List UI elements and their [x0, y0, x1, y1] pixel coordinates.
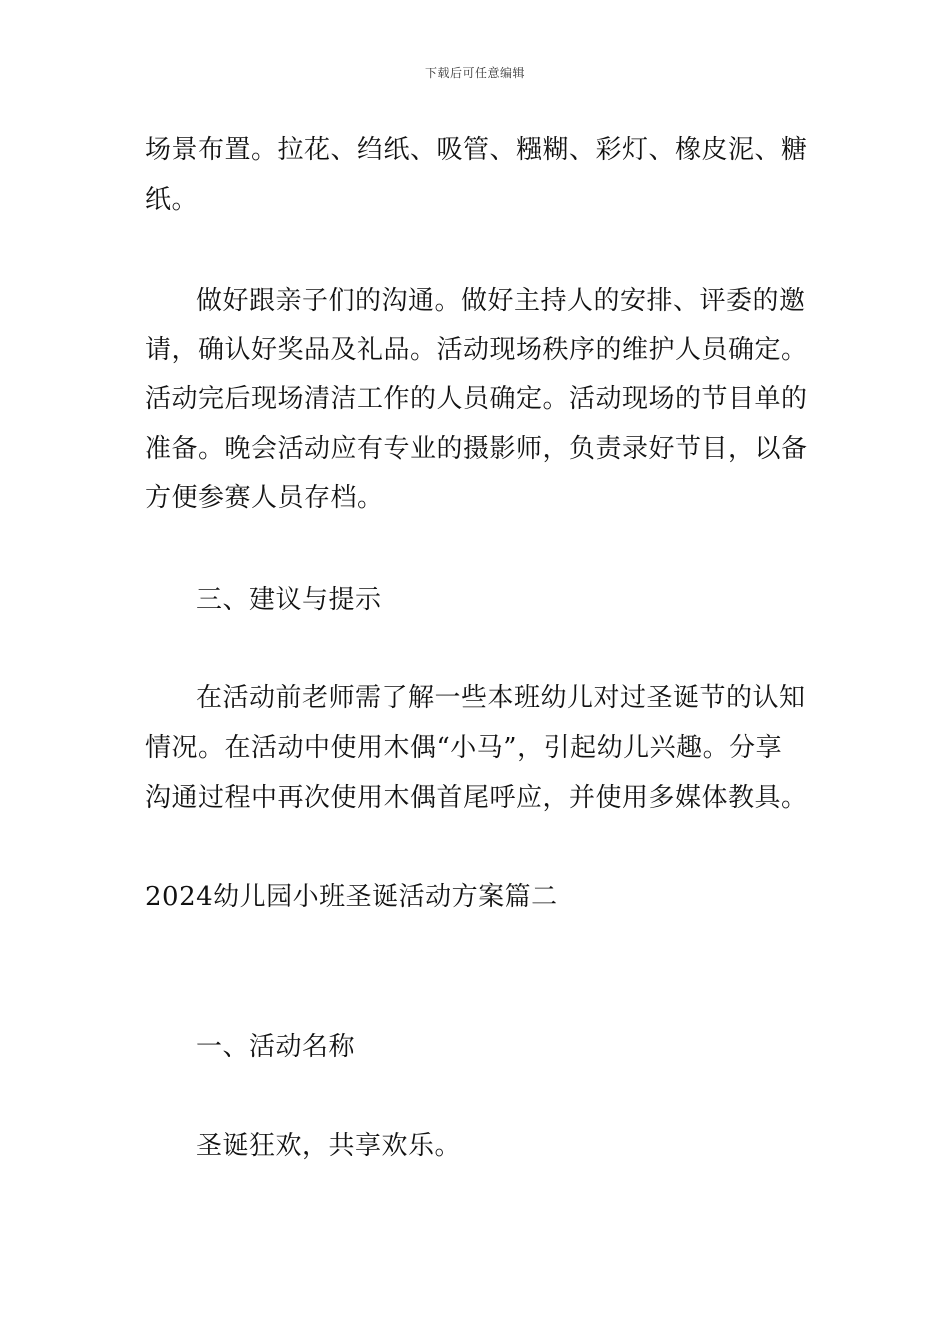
paragraph-line: 纸。: [145, 185, 199, 215]
page-header: 下载后可任意编辑: [424, 66, 525, 80]
paragraph-line: 圣诞狂欢，共享欢乐。: [196, 1131, 462, 1161]
paragraph-line: 在活动前老师需了解一些本班幼儿对过圣诞节的认知: [196, 683, 806, 713]
section-heading: 三、建议与提示: [196, 585, 382, 615]
paragraph-line: 场景布置。拉花、绉纸、吸管、糨糊、彩灯、橡皮泥、糖: [145, 135, 808, 165]
paragraph-line: 准备。晚会活动应有专业的摄影师，负责录好节目，以备: [145, 434, 808, 464]
section-heading: 一、活动名称: [196, 1032, 356, 1062]
paragraph-line: 沟通过程中再次使用木偶首尾呼应，并使用多媒体教具。: [145, 783, 808, 813]
paragraph-line: 做好跟亲子们的沟通。做好主持人的安排、评委的邀: [196, 286, 806, 316]
paragraph-line: 情况。在活动中使用木偶“小马”，引起幼儿兴趣。分享: [145, 733, 783, 763]
paragraph-line: 活动完后现场清洁工作的人员确定。活动现场的节目单的: [145, 384, 808, 414]
paragraph-line: 方便参赛人员存档。: [145, 483, 384, 513]
paragraph-line: 请，确认好奖品及礼品。活动现场秩序的维护人员确定。: [145, 335, 808, 365]
article-title: 2024幼儿园小班圣诞活动方案篇二: [145, 882, 558, 912]
